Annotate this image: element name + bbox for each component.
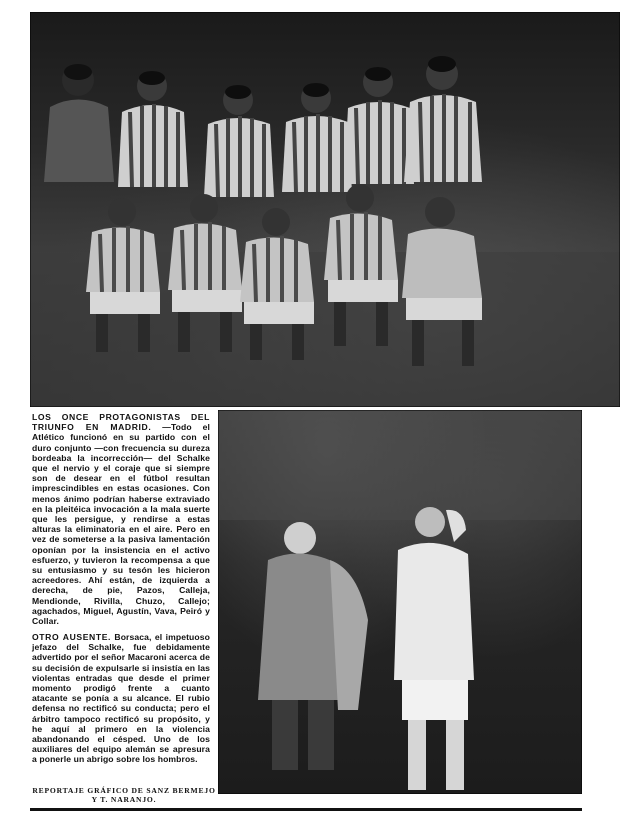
player-figure xyxy=(394,507,474,790)
photo-credit xyxy=(30,786,218,804)
expulsion-photo xyxy=(218,410,582,794)
caption-expulsion xyxy=(32,632,210,765)
photo-credit-line1: REPORTAJE GRÁFICO DE SANZ BERMEJO xyxy=(32,786,216,795)
photo-credit-line2: Y T. NARANJO. xyxy=(91,795,157,804)
team-photo-illustration xyxy=(30,12,620,407)
standing-players xyxy=(44,56,482,197)
caption-expulsion-lead: OTRO AUSENTE. xyxy=(32,632,112,642)
auxiliary-figure xyxy=(258,522,368,770)
team-photo xyxy=(30,12,620,407)
caption-team-body: —Todo el Atlético funcionó en su partido con el duro conjunto —con frecuencia su dureza bordeaba la incorrección— del Schalke que el nervio y el coraje que si siempre son de desear en el fútbol resultan imprescindibles en estas ocasiones. Con menos ánimo podrían haberse extraviado en la pleitéica invocación a la mala suerte que les persigue, y rendirse a estas alturas la eliminatoria en el aire. Pero en vez de someterse a la pasiva lamentación oponían por la insistencia en el activo esfuerzo, y tuvieron la recompensa a que su entusiasmo y su tesón les hicieron acreedores. Ahí están, de izquierda a derecha, de pie, Pazos, Calleja, Mendionde, Rivilla, Chuzo, Callejo; agachados, Miguel, Agustín, Vava, Peiró y Collar. xyxy=(32,422,210,627)
caption-team xyxy=(32,412,210,626)
expulsion-photo-illustration xyxy=(218,410,582,794)
bottom-rule xyxy=(30,808,582,811)
caption-team-lead: LOS ONCE PROTAGONISTAS DEL TRIUNFO EN MADRID. xyxy=(32,412,210,433)
caption-expulsion-body: Borsaca, el impetuoso jefazo del Schalke, fue debidamente advertido por el señor Macaroni acerca de su decisión de expulsarle si insistía en las violentas entradas que desde el primer momento prodigó frente a cuanto atacante se ponía a su alcance. El rubio defensa no rectificó su conducta; pero el árbitro tampoco rectificó su propósito, y he aquí al primero en la violencia abandonando el césped. Uno de los auxiliares del equipo alemán se apresura a ponerle un abrigo sobre los hombros. xyxy=(32,632,210,765)
